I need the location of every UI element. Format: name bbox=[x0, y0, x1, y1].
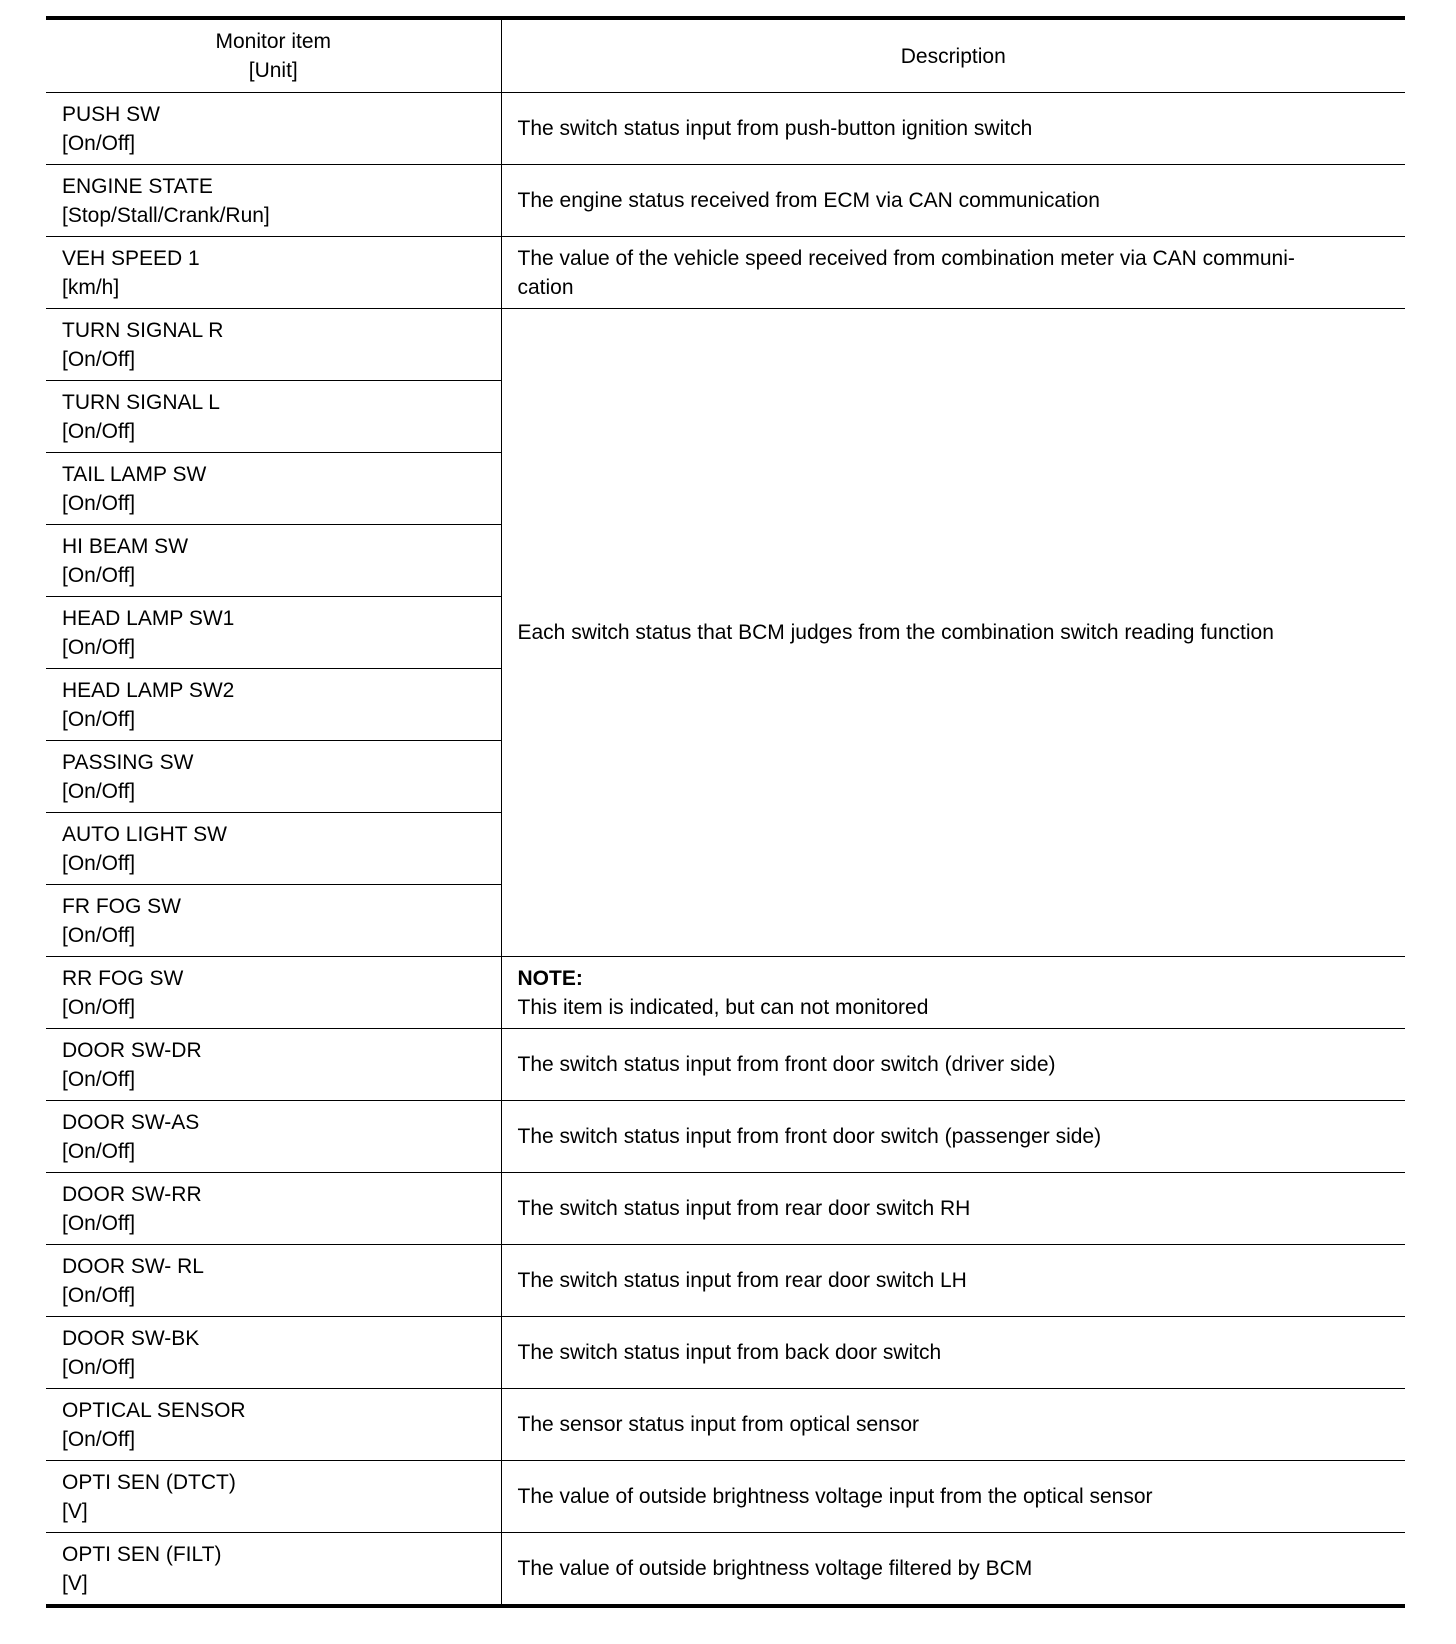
table-row bbox=[46, 237, 1405, 309]
description-cell: The switch status input from rear door switch RH bbox=[501, 1173, 1405, 1245]
item-unit: [V] bbox=[62, 1571, 88, 1595]
monitor-item-cell bbox=[46, 1245, 501, 1317]
item-name: HEAD LAMP SW1 bbox=[62, 606, 235, 630]
item-unit: [On/Off] bbox=[62, 851, 136, 875]
table-row bbox=[46, 1029, 1405, 1101]
table-row bbox=[46, 165, 1405, 237]
monitor-item-cell bbox=[46, 669, 501, 741]
monitor-item-cell bbox=[46, 453, 501, 525]
unit-header-label: [Unit] bbox=[248, 59, 298, 82]
monitor-item-cell bbox=[46, 381, 501, 453]
item-unit: [On/Off] bbox=[62, 1067, 136, 1091]
table-row bbox=[46, 1533, 1405, 1607]
description-line: cation bbox=[517, 275, 574, 299]
description-cell: The switch status input from back door switch bbox=[501, 1317, 1405, 1389]
monitor-item-cell bbox=[46, 1389, 501, 1461]
monitor-item-cell bbox=[46, 957, 501, 1029]
note-text: This item is indicated, but can not monitored bbox=[517, 995, 929, 1019]
item-unit: [On/Off] bbox=[62, 995, 136, 1019]
description-cell: The switch status input from front door switch (driver side) bbox=[501, 1029, 1405, 1101]
description-cell: The value of outside brightness voltage filtered by BCM bbox=[501, 1533, 1405, 1607]
monitor-item-cell bbox=[46, 1461, 501, 1533]
monitor-item-cell bbox=[46, 741, 501, 813]
item-name: TURN SIGNAL R bbox=[62, 318, 224, 342]
item-unit: [On/Off] bbox=[62, 1355, 136, 1379]
monitor-item-cell bbox=[46, 1317, 501, 1389]
monitor-item-cell bbox=[46, 597, 501, 669]
monitor-item-cell bbox=[46, 1029, 501, 1101]
monitor-item-cell bbox=[46, 1173, 501, 1245]
item-name: HEAD LAMP SW2 bbox=[62, 678, 235, 702]
item-unit: [On/Off] bbox=[62, 347, 136, 371]
item-unit: [On/Off] bbox=[62, 1427, 136, 1451]
item-unit: [On/Off] bbox=[62, 563, 136, 587]
item-name: TAIL LAMP SW bbox=[62, 462, 207, 486]
description-cell: The value of outside brightness voltage input from the optical sensor bbox=[501, 1461, 1405, 1533]
monitor-item-cell bbox=[46, 1101, 501, 1173]
item-unit: [V] bbox=[62, 1499, 88, 1523]
item-name: RR FOG SW bbox=[62, 966, 184, 990]
description-cell: The switch status input from rear door switch LH bbox=[501, 1245, 1405, 1317]
table-row bbox=[46, 1317, 1405, 1389]
monitor-item-header bbox=[46, 18, 501, 93]
item-unit: [On/Off] bbox=[62, 779, 136, 803]
item-unit: [On/Off] bbox=[62, 923, 136, 947]
monitor-item-header-label: Monitor item bbox=[215, 30, 332, 53]
item-name: DOOR SW-RR bbox=[62, 1182, 202, 1206]
monitor-item-table bbox=[46, 16, 1405, 1608]
item-name: TURN SIGNAL L bbox=[62, 390, 220, 414]
note-cell bbox=[501, 957, 1405, 1029]
table-row bbox=[46, 309, 1405, 381]
table-row bbox=[46, 1101, 1405, 1173]
monitor-item-cell bbox=[46, 237, 501, 309]
table-row bbox=[46, 1461, 1405, 1533]
monitor-item-cell bbox=[46, 885, 501, 957]
description-line: The value of the vehicle speed received from combination meter via CAN communi- bbox=[517, 246, 1295, 270]
item-name: HI BEAM SW bbox=[62, 534, 189, 558]
description-cell: The switch status input from front door switch (passenger side) bbox=[501, 1101, 1405, 1173]
item-unit: [On/Off] bbox=[62, 635, 136, 659]
description-header: Description bbox=[501, 18, 1405, 93]
item-name: PUSH SW bbox=[62, 102, 161, 126]
item-unit: [On/Off] bbox=[62, 1211, 136, 1235]
item-unit: [On/Off] bbox=[62, 491, 136, 515]
table-row bbox=[46, 1389, 1405, 1461]
monitor-item-cell bbox=[46, 813, 501, 885]
description-cell: The switch status input from push-button ignition switch bbox=[501, 93, 1405, 165]
item-name: OPTI SEN (DTCT) bbox=[62, 1470, 236, 1494]
monitor-item-cell bbox=[46, 93, 501, 165]
item-name: OPTICAL SENSOR bbox=[62, 1398, 246, 1422]
description-cell bbox=[501, 237, 1405, 309]
note-label: NOTE: bbox=[517, 966, 583, 990]
item-unit: [Stop/Stall/Crank/Run] bbox=[62, 203, 270, 227]
table-row bbox=[46, 93, 1405, 165]
item-name: DOOR SW-DR bbox=[62, 1038, 202, 1062]
table-row bbox=[46, 1173, 1405, 1245]
item-name: DOOR SW-AS bbox=[62, 1110, 200, 1134]
item-name: VEH SPEED 1 bbox=[62, 246, 200, 270]
item-name: FR FOG SW bbox=[62, 894, 181, 918]
item-unit: [km/h] bbox=[62, 275, 120, 299]
item-unit: [On/Off] bbox=[62, 419, 136, 443]
table-row bbox=[46, 1245, 1405, 1317]
merged-description-cell: Each switch status that BCM judges from the combination switch reading function bbox=[501, 309, 1405, 957]
item-name: AUTO LIGHT SW bbox=[62, 822, 227, 846]
description-cell: The sensor status input from optical sensor bbox=[501, 1389, 1405, 1461]
description-cell: The engine status received from ECM via CAN communication bbox=[501, 165, 1405, 237]
item-unit: [On/Off] bbox=[62, 707, 136, 731]
item-unit: [On/Off] bbox=[62, 1139, 136, 1163]
table-header-row bbox=[46, 18, 1405, 93]
item-unit: [On/Off] bbox=[62, 1283, 136, 1307]
item-name: OPTI SEN (FILT) bbox=[62, 1542, 222, 1566]
table-row bbox=[46, 957, 1405, 1029]
monitor-item-cell bbox=[46, 525, 501, 597]
item-name: DOOR SW- RL bbox=[62, 1254, 204, 1278]
monitor-item-cell bbox=[46, 165, 501, 237]
item-name: DOOR SW-BK bbox=[62, 1326, 200, 1350]
item-unit: [On/Off] bbox=[62, 131, 136, 155]
monitor-item-cell bbox=[46, 1533, 501, 1607]
item-name: PASSING SW bbox=[62, 750, 194, 774]
monitor-item-cell bbox=[46, 309, 501, 381]
item-name: ENGINE STATE bbox=[62, 174, 213, 198]
